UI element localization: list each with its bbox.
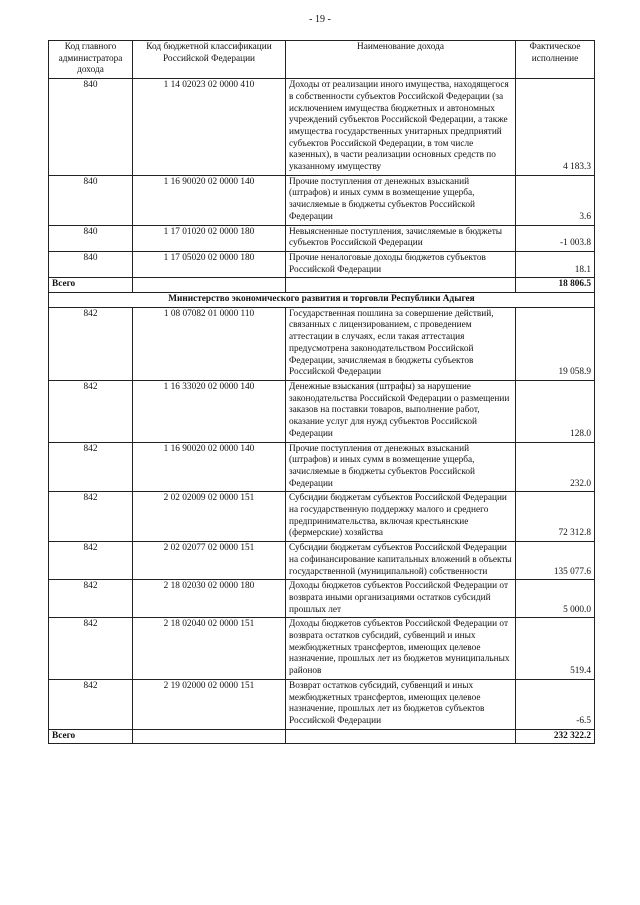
total-amount: 232 322.2 bbox=[516, 729, 595, 744]
admin-code-cell: 842 bbox=[49, 580, 133, 618]
admin-code-cell: 842 bbox=[49, 380, 133, 442]
admin-code-cell: 842 bbox=[49, 618, 133, 680]
total-label: Всего bbox=[49, 729, 133, 744]
total-row bbox=[49, 278, 595, 293]
amount-cell: 3.6 bbox=[516, 175, 595, 225]
table-row bbox=[49, 307, 595, 380]
revenue-name-cell: Прочие поступления от денежных взысканий (штрафов) и иных сумм в возмещение ущерба, зачисляемые в бюджеты субъектов Российской Федерации bbox=[286, 175, 516, 225]
admin-code-cell: 840 bbox=[49, 79, 133, 176]
budget-code-cell: 1 14 02023 02 0000 410 bbox=[133, 79, 286, 176]
revenue-name-cell: Доходы бюджетов субъектов Российской Федерации от возврата остатков субсидий, субвенций и иных межбюджетных трансфертов, имеющих целевое назначение, прошлых лет из бюджетов муниципальных районов bbox=[286, 618, 516, 680]
revenue-name-cell: Доходы от реализации иного имущества, находящегося в собственности субъектов Российской Федерации (за исключением имущества бюджетных и автономных учреждений субъектов Российской Федерации, а также имущества государственных унитарных предприятий субъектов Российской Федерации, в том числе казенных), в части реализации основных средств по указанному имуществу bbox=[286, 79, 516, 176]
revenue-name-cell: Субсидии бюджетам субъектов Российской Федерации на государственную поддержку малого и среднего предпринимательства, включая крестьянские (фермерские) хозяйства bbox=[286, 492, 516, 542]
header-admin-code: Код главного администратора дохода bbox=[49, 41, 133, 79]
revenue-name-cell: Прочие неналоговые доходы бюджетов субъектов Российской Федерации bbox=[286, 251, 516, 277]
budget-code-cell: 2 18 02040 02 0000 151 bbox=[133, 618, 286, 680]
budget-code-cell: 1 17 05020 02 0000 180 bbox=[133, 251, 286, 277]
table-row bbox=[49, 679, 595, 729]
budget-code-cell: 2 19 02000 02 0000 151 bbox=[133, 679, 286, 729]
budget-code-cell: 2 02 02077 02 0000 151 bbox=[133, 542, 286, 580]
revenue-name-cell: Возврат остатков субсидий, субвенций и иных межбюджетных трансфертов, имеющих целевое назначение, прошлых лет из бюджетов субъектов Российской Федерации bbox=[286, 679, 516, 729]
empty-cell bbox=[286, 729, 516, 744]
amount-cell: 19 058.9 bbox=[516, 307, 595, 380]
table-row bbox=[49, 492, 595, 542]
budget-code-cell: 1 08 07082 01 0000 110 bbox=[133, 307, 286, 380]
section-row bbox=[49, 293, 595, 308]
table-row bbox=[49, 618, 595, 680]
amount-cell: -1 003.8 bbox=[516, 225, 595, 251]
revenue-name-cell: Денежные взыскания (штрафы) за нарушение законодательства Российской Федерации о размещении заказов на поставки товаров, выполнение работ, оказание услуг для нужд субъектов Российской Федерации bbox=[286, 380, 516, 442]
table-row bbox=[49, 251, 595, 277]
revenue-name-cell: Прочие поступления от денежных взысканий (штрафов) и иных сумм в возмещение ущерба, зачисляемые в бюджеты субъектов Российской Федерации bbox=[286, 442, 516, 492]
admin-code-cell: 840 bbox=[49, 251, 133, 277]
admin-code-cell: 842 bbox=[49, 442, 133, 492]
table-row bbox=[49, 580, 595, 618]
total-label: Всего bbox=[49, 278, 133, 293]
empty-cell bbox=[133, 278, 286, 293]
admin-code-cell: 842 bbox=[49, 492, 133, 542]
amount-cell: 4 183.3 bbox=[516, 79, 595, 176]
empty-cell bbox=[286, 278, 516, 293]
amount-cell: 519.4 bbox=[516, 618, 595, 680]
total-row bbox=[49, 729, 595, 744]
revenue-name-cell: Невыясненные поступления, зачисляемые в бюджеты субъектов Российской Федерации bbox=[286, 225, 516, 251]
amount-cell: 72 312.8 bbox=[516, 492, 595, 542]
admin-code-cell: 840 bbox=[49, 175, 133, 225]
header-actual: Фактическое исполнение bbox=[516, 41, 595, 79]
header-row bbox=[49, 41, 595, 79]
amount-cell: -6.5 bbox=[516, 679, 595, 729]
amount-cell: 135 077.6 bbox=[516, 542, 595, 580]
amount-cell: 128.0 bbox=[516, 380, 595, 442]
admin-code-cell: 840 bbox=[49, 225, 133, 251]
admin-code-cell: 842 bbox=[49, 542, 133, 580]
budget-code-cell: 1 17 01020 02 0000 180 bbox=[133, 225, 286, 251]
table-row bbox=[49, 380, 595, 442]
budget-code-cell: 1 16 33020 02 0000 140 bbox=[133, 380, 286, 442]
budget-code-cell: 2 02 02009 02 0000 151 bbox=[133, 492, 286, 542]
table-row bbox=[49, 79, 595, 176]
budget-code-cell: 1 16 90020 02 0000 140 bbox=[133, 442, 286, 492]
revenue-name-cell: Доходы бюджетов субъектов Российской Федерации от возврата иными организациями остатков субсидий прошлых лет bbox=[286, 580, 516, 618]
total-amount: 18 806.5 bbox=[516, 278, 595, 293]
revenue-table bbox=[48, 40, 595, 744]
table-row bbox=[49, 225, 595, 251]
admin-code-cell: 842 bbox=[49, 679, 133, 729]
admin-code-cell: 842 bbox=[49, 307, 133, 380]
table-row bbox=[49, 175, 595, 225]
budget-code-cell: 1 16 90020 02 0000 140 bbox=[133, 175, 286, 225]
page-number: - 19 - bbox=[309, 14, 331, 25]
section-title: Министерство экономического развития и торговли Республики Адыгея bbox=[49, 293, 595, 308]
amount-cell: 18.1 bbox=[516, 251, 595, 277]
header-budget-code: Код бюджетной классификации Российской Федерации bbox=[133, 41, 286, 79]
revenue-name-cell: Субсидии бюджетам субъектов Российской Федерации на софинансирование капитальных вложений в объекты государственной (муниципальной) собственности bbox=[286, 542, 516, 580]
budget-code-cell: 2 18 02030 02 0000 180 bbox=[133, 580, 286, 618]
amount-cell: 5 000.0 bbox=[516, 580, 595, 618]
empty-cell bbox=[133, 729, 286, 744]
amount-cell: 232.0 bbox=[516, 442, 595, 492]
table-row bbox=[49, 542, 595, 580]
table-row bbox=[49, 442, 595, 492]
header-name: Наименование дохода bbox=[286, 41, 516, 79]
revenue-name-cell: Государственная пошлина за совершение действий, связанных с лицензированием, с проведением аттестации в случаях, если такая аттестация предусмотрена законодательством Российской Федерации, зачисляемая в бюджеты субъектов Российской Федерации bbox=[286, 307, 516, 380]
